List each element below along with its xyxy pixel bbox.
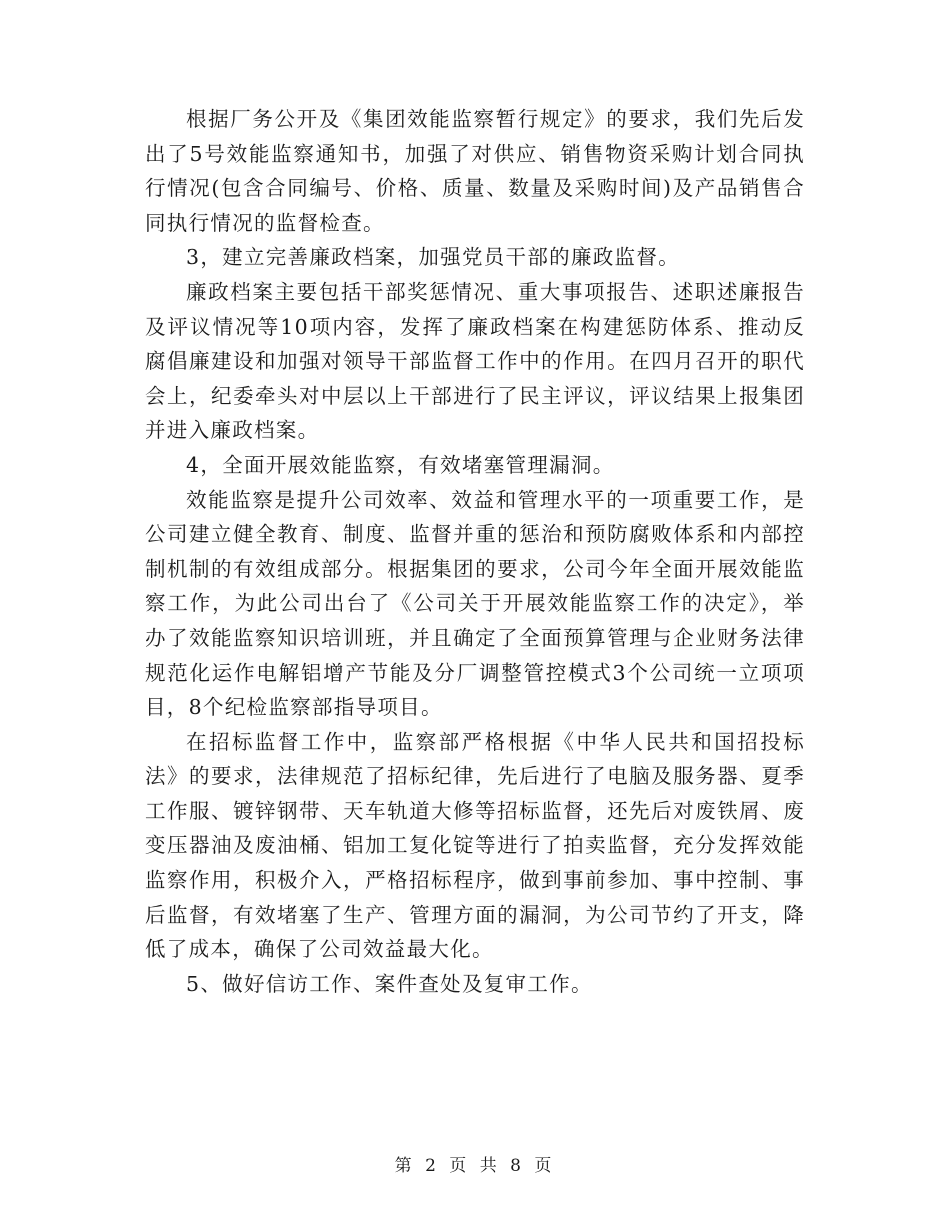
page-number-footer: 第 2 页 共 8 页 xyxy=(394,1156,556,1176)
paragraph-procurement-supervision: 根据厂务公开及《集团效能监察暂行规定》的要求，我们先后发出了5号效能监察通知书，加强了对供应、销售物资采购计划合同执行情况(包含合同编号、价格、质量、数量及采购时间)及产品销售合同执行情况的监督检查。 xyxy=(145,107,805,235)
paragraph-efficiency-supervision: 效能监察是提升公司效率、效益和管理水平的一项重要工作，是公司建立健全教育、制度、监督并重的惩治和预防腐败体系和内部控制机制的有效组成部分。根据集团的要求，公司今年全面开展效能监察工作，为此公司出台了《公司关于开展效能监察工作的决定》，举办了效能监察知识培训班，并且确定了全面预算管理与企业财务法律规范化运作电解铝增产节能及分厂调整管控模式3个公司统一立项项目，8个纪检监察部指导项目。 xyxy=(145,487,805,720)
document-body xyxy=(145,102,805,1001)
section-heading-4: 4，全面开展效能监察，有效堵塞管理漏洞。 xyxy=(186,452,615,477)
section-heading-5: 5、做好信访工作、案件查处及复审工作。 xyxy=(186,971,593,996)
section-heading-3: 3，建立完善廉政档案，加强党员干部的廉政监督。 xyxy=(186,245,680,270)
paragraph-bidding-supervision: 在招标监督工作中，监察部严格根据《中华人民共和国招投标法》的要求，法律规范了招标纪律，先后进行了电脑及服务器、夏季工作服、镀锌钢带、天车轨道大修等招标监督，还先后对废铁屑、废变压器油及废油桶、铝加工复化锭等进行了拍卖监督，充分发挥效能监察作用，积极介入，严格招标程序，做到事前参加、事中控制、事后监督，有效堵塞了生产、管理方面的漏洞，为公司节约了开支，降低了成本，确保了公司效益最大化。 xyxy=(145,729,805,962)
paragraph-integrity-files: 廉政档案主要包括干部奖惩情况、重大事项报告、述职述廉报告及评议情况等10项内容，发挥了廉政档案在构建惩防体系、推动反腐倡廉建设和加强对领导干部监督工作中的作用。在四月召开的职代会上，纪委牵头对中层以上干部进行了民主评议，评议结果上报集团并进入廉政档案。 xyxy=(145,279,805,443)
